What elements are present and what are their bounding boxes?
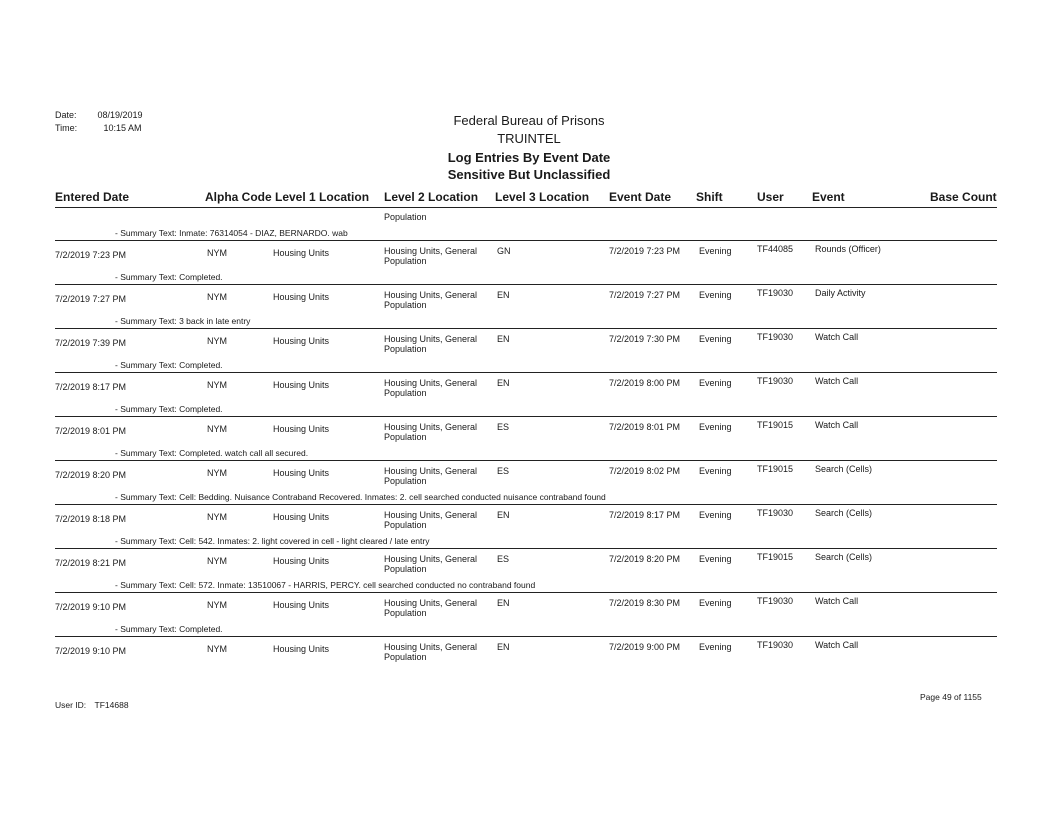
- row-rule: [55, 592, 997, 593]
- level3-location: EN: [497, 598, 510, 608]
- level1-location: Housing Units: [273, 424, 330, 434]
- event: Search (Cells): [815, 552, 873, 562]
- level1-location: Housing Units: [273, 512, 330, 522]
- page-number: Page 49 of 1155: [920, 692, 982, 702]
- event: Search (Cells): [815, 508, 873, 518]
- level3-location: EN: [497, 510, 510, 520]
- level2-location: Housing Units, General Population: [384, 598, 478, 618]
- row-rule: [55, 328, 997, 329]
- alpha-code: NYM: [207, 644, 227, 654]
- event-date: 7/2/2019 8:17 PM: [609, 510, 681, 520]
- shift: Evening: [699, 466, 732, 476]
- event: Watch Call: [815, 640, 859, 650]
- user: TF19030: [757, 288, 794, 298]
- report-title: Log Entries By Event Date: [447, 150, 611, 165]
- system-title: TRUINTEL: [497, 131, 561, 146]
- summary-text: - Summary Text: Completed.: [115, 624, 223, 634]
- user-id-line: [55, 700, 129, 710]
- user: TF44085: [757, 244, 794, 254]
- alpha-code: NYM: [207, 424, 227, 434]
- level2-location: Housing Units, General Population: [384, 642, 478, 662]
- entered-date: 7/2/2019 7:39 PM: [55, 338, 127, 348]
- col-user: User: [757, 190, 784, 204]
- event: Watch Call: [815, 376, 859, 386]
- entered-date: 7/2/2019 8:21 PM: [55, 558, 127, 568]
- summary-text: - Summary Text: Cell: 542. Inmates: 2. light covered in cell - light cleared / late entry: [115, 536, 430, 546]
- summary-text: - Summary Text: 3 back in late entry: [115, 316, 251, 326]
- level1-location: Housing Units: [273, 600, 330, 610]
- row-rule: [55, 284, 997, 285]
- col-entered-date: Entered Date: [55, 190, 130, 204]
- level3-location: EN: [497, 642, 510, 652]
- alpha-code: NYM: [207, 248, 227, 258]
- entered-date: 7/2/2019 7:27 PM: [55, 294, 127, 304]
- entered-date: 7/2/2019 8:17 PM: [55, 382, 127, 392]
- event-date: 7/2/2019 8:20 PM: [609, 554, 681, 564]
- level3-location: ES: [497, 422, 510, 432]
- shift: Evening: [699, 422, 732, 432]
- event-date: 7/2/2019 8:01 PM: [609, 422, 681, 432]
- row-rule: [55, 372, 997, 373]
- user-id-value: TF14688: [94, 700, 129, 710]
- alpha-code: NYM: [207, 336, 227, 346]
- shift: Evening: [699, 598, 732, 608]
- level1-location: Housing Units: [273, 644, 330, 654]
- col-base-count: Base Count: [930, 190, 997, 204]
- level2-location: Housing Units, General Population: [384, 378, 478, 398]
- shift: Evening: [699, 334, 732, 344]
- time-value: 10:15 AM: [103, 123, 142, 133]
- entered-date: 7/2/2019 9:10 PM: [55, 602, 127, 612]
- user-id-label: User ID:: [55, 700, 87, 710]
- event-date: 7/2/2019 7:30 PM: [609, 334, 681, 344]
- event: Watch Call: [815, 596, 859, 606]
- event-date: 7/2/2019 8:02 PM: [609, 466, 681, 476]
- row-rule: [55, 504, 997, 505]
- level1-location: Housing Units: [273, 292, 330, 302]
- summary-text: - Summary Text: Cell: 572. Inmate: 13510067 - HARRIS, PERCY. cell searched conducted no contraband found: [115, 580, 536, 590]
- user: TF19015: [757, 420, 794, 430]
- time-label: Time:: [55, 123, 78, 133]
- row-rule: [55, 460, 997, 461]
- agency-title: Federal Bureau of Prisons: [453, 113, 605, 128]
- level1-location: Housing Units: [273, 248, 330, 258]
- summary-text: - Summary Text: Completed.: [115, 404, 223, 414]
- time-line: [55, 123, 142, 133]
- col-level3: Level 3 Location: [495, 190, 590, 204]
- alpha-code: NYM: [207, 512, 227, 522]
- user: TF19030: [757, 508, 794, 518]
- summary-text: - Summary Text: Completed.: [115, 360, 223, 370]
- level3-location: EN: [497, 378, 510, 388]
- col-event-date: Event Date: [609, 190, 672, 204]
- event: Daily Activity: [815, 288, 866, 298]
- level3-location: ES: [497, 554, 510, 564]
- row-rule: [55, 416, 997, 417]
- date-value: 08/19/2019: [97, 110, 143, 120]
- row-rule: [55, 636, 997, 637]
- entered-date: 7/2/2019 8:18 PM: [55, 514, 127, 524]
- shift: Evening: [699, 246, 732, 256]
- event: Watch Call: [815, 332, 859, 342]
- level2-location: Housing Units, General Population: [384, 466, 478, 486]
- alpha-code: NYM: [207, 600, 227, 610]
- event-date: 7/2/2019 8:30 PM: [609, 598, 681, 608]
- col-alpha-level1: Alpha Code Level 1 Location: [205, 190, 370, 204]
- level2-location: Housing Units, General Population: [384, 290, 478, 310]
- event: Search (Cells): [815, 464, 873, 474]
- level2-location: Housing Units, General Population: [384, 422, 478, 442]
- level2-location: Housing Units, General Population: [384, 554, 478, 574]
- level2-location: Housing Units, General Population: [384, 334, 478, 354]
- summary-text: - Summary Text: Cell: Bedding. Nuisance Contraband Recovered. Inmates: 2. cell searched conducted nuisance contraband found: [115, 492, 606, 502]
- shift: Evening: [699, 378, 732, 388]
- date-label: Date:: [55, 110, 77, 120]
- shift: Evening: [699, 642, 732, 652]
- entered-date: 7/2/2019 8:01 PM: [55, 426, 127, 436]
- level2-location: Housing Units, General Population: [384, 246, 478, 266]
- alpha-code: NYM: [207, 556, 227, 566]
- event-date: 7/2/2019 9:00 PM: [609, 642, 681, 652]
- col-shift: Shift: [696, 190, 723, 204]
- shift: Evening: [699, 510, 732, 520]
- level3-location: ES: [497, 466, 510, 476]
- alpha-code: NYM: [207, 380, 227, 390]
- entered-date: 7/2/2019 8:20 PM: [55, 470, 127, 480]
- event-date: 7/2/2019 8:00 PM: [609, 378, 681, 388]
- entered-date: 7/2/2019 9:10 PM: [55, 646, 127, 656]
- summary-text: - Summary Text: Completed.: [115, 272, 223, 282]
- carryover-summary: - Summary Text: Inmate: 76314054 - DIAZ, BERNARDO. wab: [115, 228, 348, 238]
- event: Rounds (Officer): [815, 244, 881, 254]
- entered-date: 7/2/2019 7:23 PM: [55, 250, 127, 260]
- row-rule: [55, 548, 997, 549]
- event-date: 7/2/2019 7:27 PM: [609, 290, 681, 300]
- user: TF19030: [757, 640, 794, 650]
- user: TF19030: [757, 332, 794, 342]
- user: TF19015: [757, 552, 794, 562]
- col-event: Event: [812, 190, 845, 204]
- level1-location: Housing Units: [273, 556, 330, 566]
- row-rule: [55, 240, 997, 241]
- summary-text: - Summary Text: Completed. watch call all secured.: [115, 448, 309, 458]
- level3-location: EN: [497, 290, 510, 300]
- event: Watch Call: [815, 420, 859, 430]
- level1-location: Housing Units: [273, 380, 330, 390]
- classification-title: Sensitive But Unclassified: [447, 167, 611, 182]
- shift: Evening: [699, 290, 732, 300]
- user: TF19015: [757, 464, 794, 474]
- level2-location: Housing Units, General Population: [384, 510, 478, 530]
- alpha-code: NYM: [207, 468, 227, 478]
- level1-location: Housing Units: [273, 468, 330, 478]
- level1-location: Housing Units: [273, 336, 330, 346]
- user: TF19030: [757, 596, 794, 606]
- level3-location: GN: [497, 246, 511, 256]
- header-rule: [55, 207, 997, 208]
- user: TF19030: [757, 376, 794, 386]
- col-level2: Level 2 Location: [384, 190, 479, 204]
- shift: Evening: [699, 554, 732, 564]
- date-line: [55, 110, 143, 120]
- carryover-text: Population: [384, 212, 427, 222]
- event-date: 7/2/2019 7:23 PM: [609, 246, 681, 256]
- level3-location: EN: [497, 334, 510, 344]
- alpha-code: NYM: [207, 292, 227, 302]
